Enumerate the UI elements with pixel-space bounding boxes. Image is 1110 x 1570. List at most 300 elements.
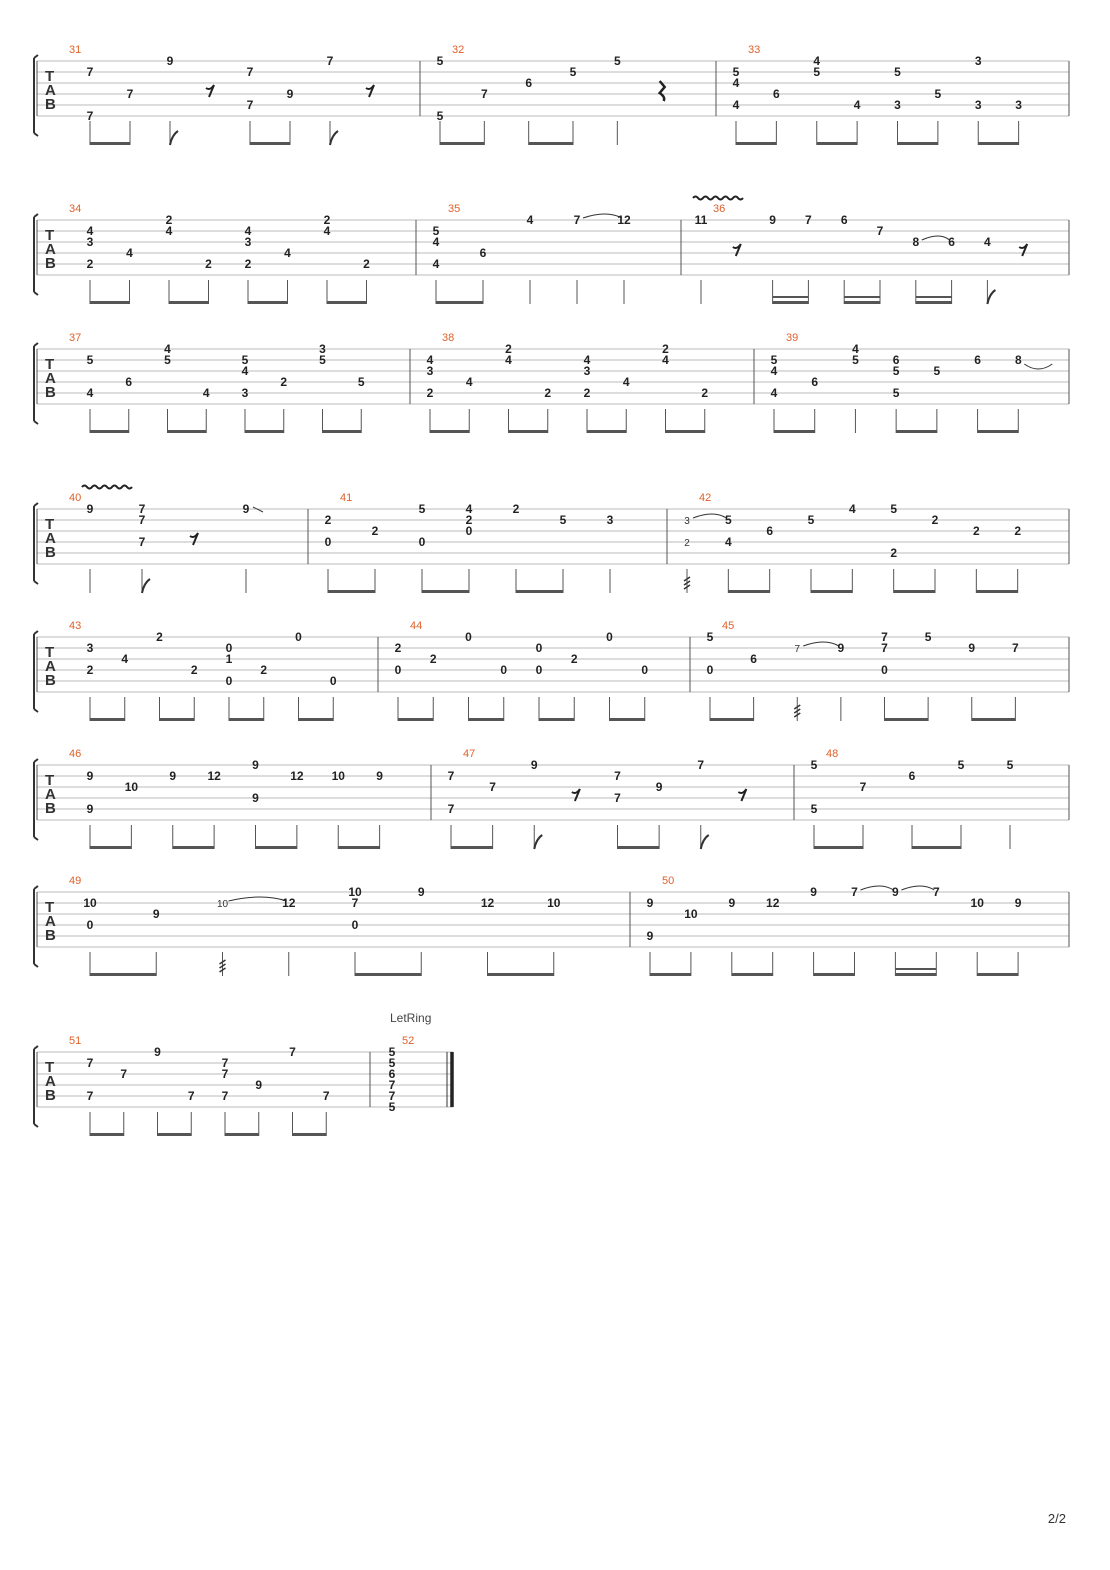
fret-number: 0 — [535, 663, 543, 677]
fret-number: 4 — [724, 535, 732, 549]
beam — [811, 590, 852, 593]
fret-number: 9 — [86, 802, 94, 816]
fret-number: 5 — [319, 353, 326, 367]
fret-number: 7 — [351, 896, 359, 910]
fret-number: 7 — [388, 1089, 396, 1103]
fret-number: 0 — [500, 663, 508, 677]
fret-number: 9 — [810, 885, 817, 899]
beam — [618, 846, 660, 849]
tab-clef-letter: B — [45, 255, 56, 272]
fret-number: 5 — [388, 1056, 396, 1070]
fret-number: 7 — [859, 780, 867, 794]
fret-number: 5 — [436, 109, 444, 123]
beam — [529, 142, 573, 145]
eighth-rest — [572, 789, 580, 801]
tab-system — [34, 332, 1069, 433]
beam — [323, 430, 362, 433]
beam — [90, 973, 156, 976]
fret-number: 7 — [573, 213, 581, 227]
fret-number: 7 — [86, 1056, 94, 1070]
beam — [90, 301, 130, 304]
fret-number: 9 — [892, 885, 899, 899]
fret-number: 7 — [322, 1089, 330, 1103]
tab-clef-letter: A — [45, 1073, 56, 1090]
fret-number: 9 — [252, 758, 259, 772]
measure-number: 52 — [402, 1035, 415, 1047]
fret-number: 9 — [252, 791, 259, 805]
tab-system — [34, 748, 1069, 849]
note-flag — [170, 131, 178, 145]
fret-number: 5 — [934, 87, 942, 101]
fret-number: 7 — [876, 224, 884, 238]
beam — [422, 590, 469, 593]
fret-number: 6 — [750, 652, 757, 666]
beam — [451, 846, 493, 849]
fret-number: 9 — [152, 907, 160, 921]
fret-number: 4 — [526, 213, 534, 227]
beam — [398, 718, 433, 721]
note-flag — [701, 835, 709, 849]
fret-number: 4 — [853, 98, 861, 112]
fret-number: 5 — [770, 353, 778, 367]
tab-clef-letter: B — [45, 672, 56, 689]
fret-number: 6 — [840, 213, 848, 227]
fret-number: 6 — [125, 375, 133, 389]
fret-number: 2 — [972, 524, 980, 538]
fret-number: 2 — [426, 386, 434, 400]
beam — [773, 301, 809, 304]
tab-system — [34, 620, 1069, 721]
beam — [250, 142, 290, 145]
tab-system — [34, 875, 1069, 976]
slur — [901, 886, 934, 890]
fret-number: 5 — [724, 513, 732, 527]
measure-number: 31 — [69, 44, 82, 56]
fret-number: 3 — [86, 641, 94, 655]
fret-number: 7 — [614, 791, 621, 805]
fret-number: 5 — [569, 65, 577, 79]
fret-number: 0 — [641, 663, 649, 677]
fret-number: 7 — [614, 769, 621, 783]
fret-number: 7 — [86, 1089, 94, 1103]
fret-number: 0 — [329, 674, 337, 688]
fret-number: 9 — [1014, 896, 1022, 910]
note-flag — [987, 290, 995, 304]
fret-number: 7 — [326, 54, 334, 68]
fret-number: 5 — [933, 364, 941, 378]
fret-number: 7 — [1012, 641, 1019, 655]
fret-number: 9 — [154, 1045, 161, 1059]
fret-number: 9 — [646, 896, 654, 910]
beam — [895, 973, 936, 976]
measure-number: 38 — [442, 332, 455, 344]
beam — [430, 430, 469, 433]
fret-number: 7 — [480, 87, 488, 101]
fret-number: 10 — [83, 896, 97, 910]
slur — [803, 642, 839, 646]
fret-number: 12 — [207, 769, 221, 783]
beam — [338, 846, 379, 849]
measure-number: 44 — [410, 620, 423, 632]
fret-number: 0 — [225, 641, 233, 655]
beam — [977, 973, 1018, 976]
beam — [256, 846, 297, 849]
tab-clef-letter: A — [45, 913, 56, 930]
fret-number: 4 — [984, 235, 991, 249]
fret-number: 4 — [770, 364, 778, 378]
tab-clef-letter: T — [45, 227, 55, 244]
fret-number: 9 — [646, 929, 654, 943]
fret-number: 7 — [447, 769, 455, 783]
beam — [976, 590, 1017, 593]
fret-number: 5 — [1006, 758, 1014, 772]
fret-number: 4 — [852, 342, 859, 356]
measure-number: 48 — [826, 748, 839, 760]
fret-number: 5 — [732, 65, 740, 79]
tab-system — [34, 486, 1069, 594]
tab-clef-letter: B — [45, 800, 56, 817]
fret-number: 0 — [418, 535, 426, 549]
fret-number: 7 — [221, 1089, 229, 1103]
note-flag — [142, 579, 150, 593]
fret-number: 0 — [86, 918, 94, 932]
beam — [732, 973, 773, 976]
fret-number: 0 — [465, 524, 473, 538]
beam — [90, 718, 125, 721]
measure-number: 42 — [699, 492, 712, 504]
fret-number: 9 — [86, 502, 94, 516]
fret-number: 5 — [892, 364, 900, 378]
fret-number: 12 — [290, 769, 304, 783]
beam — [488, 973, 554, 976]
fret-number: 7 — [805, 213, 812, 227]
fret-number: 7 — [86, 65, 94, 79]
measure-number: 46 — [69, 748, 82, 760]
fret-number: 2 — [1014, 524, 1022, 538]
vibrato-mark — [82, 486, 132, 489]
fret-number: 6 — [974, 353, 981, 367]
slur — [922, 236, 950, 240]
tab-clef-letter: B — [45, 96, 56, 113]
beam — [912, 846, 961, 849]
tab-clef-letter: T — [45, 1059, 55, 1076]
fret-number: 6 — [773, 87, 780, 101]
beam — [814, 846, 863, 849]
fret-number: 3 — [319, 342, 326, 356]
beam — [225, 1133, 259, 1136]
fret-number: 5 — [810, 758, 818, 772]
fret-number: 5 — [810, 802, 818, 816]
fret-number: 5 — [706, 630, 714, 644]
fret-number: 9 — [968, 641, 976, 655]
beam — [158, 1133, 192, 1136]
fret-number: 9 — [169, 769, 177, 783]
fret-number: 12 — [282, 896, 296, 910]
fret-number: 2 — [324, 513, 332, 527]
fret-number: 5 — [436, 54, 444, 68]
fret-number: 3 — [606, 513, 614, 527]
tab-clef-letter: T — [45, 644, 55, 661]
measure-number: 40 — [69, 492, 82, 504]
fret-number: 10 — [547, 896, 561, 910]
fret-number: 4 — [465, 375, 473, 389]
tab-system — [34, 1011, 453, 1136]
fret-number: 3 — [426, 364, 434, 378]
fret-number: 9 — [286, 87, 294, 101]
beam — [509, 430, 548, 433]
fret-number: 4 — [732, 98, 740, 112]
fret-number: 5 — [432, 224, 440, 238]
tab-clef-letter: T — [45, 516, 55, 533]
beam — [293, 1133, 327, 1136]
beam — [814, 973, 855, 976]
tab-clef-letter: T — [45, 356, 55, 373]
measure-number: 49 — [69, 875, 82, 887]
fret-number: 6 — [766, 524, 774, 538]
fret-number: 5 — [892, 386, 900, 400]
fret-number: 0 — [706, 663, 714, 677]
fret-number: 9 — [837, 641, 845, 655]
fret-number: 7 — [932, 885, 940, 899]
fret-number: 6 — [479, 246, 487, 260]
fret-number: 7 — [881, 630, 888, 644]
fret-number: 9 — [242, 502, 250, 516]
fret-number: 0 — [225, 674, 233, 688]
beam — [916, 301, 952, 304]
vibrato-mark — [693, 197, 743, 200]
beam — [587, 430, 626, 433]
beam — [610, 718, 645, 721]
fret-number: 7 — [221, 1056, 229, 1070]
beam — [894, 590, 935, 593]
beam — [844, 301, 880, 304]
fret-number: 2 — [165, 213, 173, 227]
fret-number: 3 — [684, 516, 690, 527]
fret-number: 2 — [363, 257, 370, 271]
fret-number: 4 — [732, 76, 740, 90]
fret-number: 7 — [221, 1067, 229, 1081]
fret-number: 2 — [429, 652, 437, 666]
fret-number: 2 — [890, 546, 898, 560]
beam — [248, 301, 288, 304]
fret-number: 4 — [465, 502, 473, 516]
page-number: 2/2 — [1047, 1511, 1066, 1526]
note-flag — [534, 835, 542, 849]
fret-number: 4 — [323, 224, 331, 238]
fret-number: 0 — [394, 663, 402, 677]
slur — [229, 897, 287, 901]
tab-system — [34, 44, 1069, 145]
fret-number: 2 — [86, 663, 94, 677]
fret-number: 0 — [606, 630, 613, 644]
tab-clef-letter: A — [45, 786, 56, 803]
beam — [436, 301, 483, 304]
fret-number: 6 — [892, 353, 900, 367]
beam — [972, 718, 1016, 721]
tab-system — [34, 197, 1069, 305]
fret-number: 10 — [348, 885, 362, 899]
fret-number: 3 — [1015, 98, 1022, 112]
beam — [299, 718, 334, 721]
fret-number: 9 — [530, 758, 538, 772]
fret-number: 9 — [769, 213, 776, 227]
beam — [90, 1133, 124, 1136]
beam-secondary — [773, 296, 809, 298]
fret-number: 5 — [813, 65, 821, 79]
fret-number: 3 — [974, 98, 982, 112]
measure-number: 51 — [69, 1035, 82, 1047]
fret-number: 6 — [388, 1067, 396, 1081]
fret-number: 6 — [811, 375, 819, 389]
fret-number: 7 — [851, 885, 858, 899]
fret-number: 8 — [1014, 353, 1022, 367]
beam — [169, 301, 209, 304]
beam — [774, 430, 815, 433]
tab-clef-letter: A — [45, 82, 56, 99]
measure-number: 41 — [340, 492, 353, 504]
measure-number: 33 — [748, 44, 761, 56]
fret-number: 5 — [890, 502, 898, 516]
fret-number: 2 — [371, 524, 379, 538]
fret-number: 5 — [807, 513, 815, 527]
tab-clef-letter: B — [45, 1087, 56, 1104]
tab-clef-letter: B — [45, 927, 56, 944]
fret-number: 4 — [86, 386, 94, 400]
fret-number: 7 — [289, 1045, 296, 1059]
slur — [861, 886, 894, 890]
fret-number: 7 — [388, 1078, 396, 1092]
fret-number: 5 — [164, 353, 171, 367]
fret-number: 6 — [908, 769, 916, 783]
fret-number: 2 — [931, 513, 939, 527]
tab-clef-letter: B — [45, 384, 56, 401]
measure-number: 35 — [448, 203, 461, 215]
beam — [440, 142, 484, 145]
fret-number: 9 — [166, 54, 174, 68]
eighth-rest — [1019, 244, 1027, 256]
fret-number: 8 — [912, 235, 920, 249]
fret-number: 2 — [570, 652, 578, 666]
fret-number: 7 — [697, 758, 705, 772]
fret-number: 9 — [255, 1078, 263, 1092]
fret-number: 5 — [388, 1100, 396, 1114]
fret-number: 0 — [351, 918, 359, 932]
fret-number: 7 — [794, 644, 801, 655]
fret-number: 4 — [86, 224, 94, 238]
fret-number: 2 — [156, 630, 163, 644]
measure-number: 50 — [662, 875, 675, 887]
beam — [978, 430, 1019, 433]
fret-number: 4 — [284, 246, 291, 260]
measure-number: 34 — [69, 203, 82, 215]
measure-number: 45 — [722, 620, 735, 632]
fret-number: 5 — [86, 353, 94, 367]
beam — [650, 973, 691, 976]
fret-number: 7 — [138, 502, 146, 516]
fret-number: 4 — [164, 342, 171, 356]
fret-number: 1 — [225, 652, 233, 666]
beam — [666, 430, 705, 433]
fret-number: 4 — [202, 386, 210, 400]
fret-number: 4 — [505, 353, 512, 367]
beam — [229, 718, 264, 721]
fret-number: 2 — [260, 663, 268, 677]
fret-number: 6 — [525, 76, 533, 90]
tie — [1024, 364, 1052, 369]
fret-number: 5 — [241, 353, 249, 367]
fret-number: 0 — [324, 535, 332, 549]
fret-number: 2 — [323, 213, 331, 227]
fret-number: 4 — [622, 375, 630, 389]
fret-number: 4 — [848, 502, 856, 516]
fret-number: 2 — [505, 342, 512, 356]
eighth-rest — [206, 85, 214, 97]
fret-number: 7 — [447, 802, 455, 816]
fret-number: 10 — [124, 780, 139, 794]
beam-secondary — [895, 968, 936, 970]
fret-number: 10 — [216, 899, 229, 910]
tab-clef-letter: A — [45, 370, 56, 387]
measure-number: 47 — [463, 748, 476, 760]
fret-number: 10 — [684, 907, 698, 921]
slur — [583, 214, 622, 218]
fret-number: 2 — [280, 375, 288, 389]
fret-number: 2 — [544, 386, 552, 400]
tab-clef-letter: B — [45, 544, 56, 561]
fret-number: 5 — [357, 375, 365, 389]
fret-number: 12 — [766, 896, 780, 910]
beam — [710, 718, 754, 721]
beam — [90, 430, 129, 433]
fret-number: 2 — [701, 386, 709, 400]
tab-clef-letter: T — [45, 772, 55, 789]
fret-number: 3 — [974, 54, 982, 68]
measure-number: 39 — [786, 332, 799, 344]
fret-number: 5 — [388, 1045, 396, 1059]
fret-number: 3 — [86, 235, 94, 249]
fret-number: 4 — [426, 353, 434, 367]
fret-number: 2 — [465, 513, 473, 527]
fret-number: 7 — [489, 780, 496, 794]
beam — [539, 718, 574, 721]
beam-secondary — [916, 296, 952, 298]
tab-clef-letter: T — [45, 899, 55, 916]
fret-number: 3 — [583, 364, 591, 378]
fret-number: 7 — [138, 535, 146, 549]
beam — [896, 430, 937, 433]
fret-number: 2 — [583, 386, 591, 400]
fret-number: 3 — [894, 98, 901, 112]
fret-number: 2 — [190, 663, 198, 677]
measure-number: 37 — [69, 332, 82, 344]
measure-number: 36 — [713, 203, 726, 215]
fret-number: 7 — [246, 98, 254, 112]
measure-number: 43 — [69, 620, 82, 632]
eighth-rest — [733, 244, 741, 256]
fret-number: 9 — [86, 769, 94, 783]
fret-number: 7 — [126, 87, 134, 101]
tab-clef-letter: A — [45, 530, 56, 547]
fret-number: 4 — [432, 235, 440, 249]
fret-number: 2 — [205, 257, 212, 271]
tab-clef-letter: A — [45, 658, 56, 675]
beam — [90, 142, 130, 145]
fret-number: 0 — [881, 663, 888, 677]
beam — [245, 430, 284, 433]
tab-clef-letter: T — [45, 68, 55, 85]
fret-number: 4 — [432, 257, 440, 271]
fret-number: 4 — [770, 386, 778, 400]
